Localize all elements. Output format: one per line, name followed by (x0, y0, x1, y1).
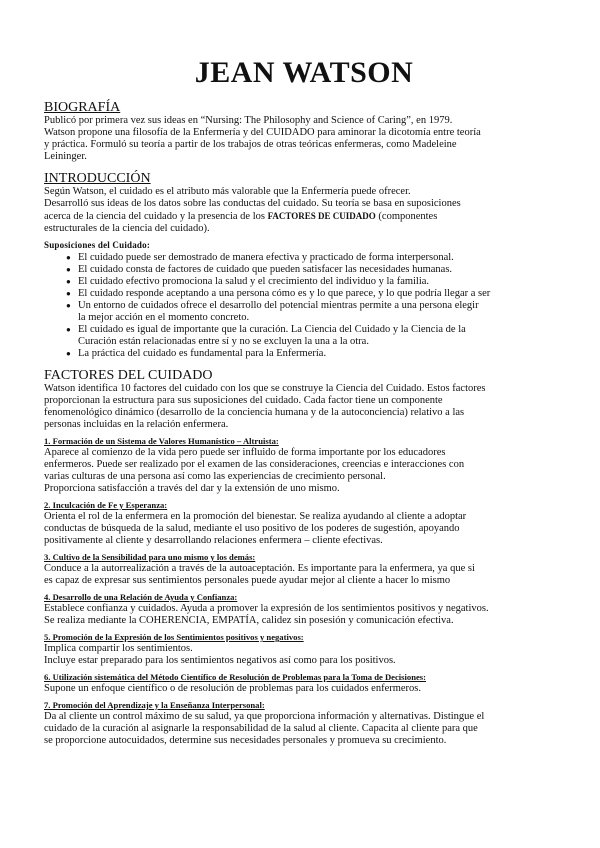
text-line: Watson propone una filosofía de la Enfermería y del CUIDADO para aminorar la dicotomía entre teoría (44, 127, 481, 138)
factor-heading: 2. Inculcación de Fe y Esperanza: (44, 500, 168, 510)
text-line: fenomenológico dinámico (desarrollo de la conciencia humana y de la autoconciencia) relativo a las (44, 407, 465, 418)
text-line: Proporciona satisfacción a través del dar y la extensión de uno mismo. (44, 483, 340, 494)
section-heading-biografia: BIOGRAFÍA (44, 100, 121, 115)
text-line: cuidado de la curación al asignarle la responsabilidad de la salud al cliente. Capacita al cliente para que (44, 723, 478, 734)
list-item: ● El cuidado puede ser demostrado de manera efectiva y practicado de forma interpersonal. (66, 252, 564, 264)
factores-list (44, 436, 564, 747)
section-heading-factores: FACTORES DEL CUIDADO (44, 368, 213, 383)
text-line: Watson identifica 10 factores del cuidado con los que se construye la Ciencia del Cuidado. Estos factores (44, 383, 486, 394)
text-line: Desarrolló sus ideas de los datos sobre las conductas del cuidado. Su teoría se basa en suposiciones (44, 198, 461, 209)
factor-item (44, 632, 564, 667)
factor-item (44, 672, 564, 695)
list-item: ● La práctica del cuidado es fundamental para la Enfermería. (66, 348, 564, 360)
factor-heading: 3. Cultivo de la Sensibilidad para uno mismo y los demás: (44, 552, 256, 562)
list-item: ● El cuidado es igual de importante que la curación. La Ciencia del Cuidado y la Ciencia de la (66, 324, 564, 336)
text-line: Conduce a la autorrealización a través de la autoaceptación. Es importante para la enfermera, ya que si (44, 563, 475, 574)
text-line: es capaz de expresar sus sentimientos personales puede ayudar mejor al cliente a hacer lo mismo (44, 575, 451, 586)
list-item-continuation: la mejor acción en el momento concreto. (78, 312, 250, 323)
subheading-suposiciones: Suposiciones del Cuidado: (44, 240, 151, 250)
factor-heading: 5. Promoción de la Expresión de los Sentimientos positivos y negativos: (44, 632, 304, 642)
introduccion-paragraph (44, 186, 564, 235)
text-line: se proporcione autocuidados, determine sus necesidades personales y promueva su crecimiento. (44, 735, 447, 746)
text-line: positivamente al cliente y desarrollando relaciones enfermera – cliente efectivas. (44, 535, 383, 546)
list-item-continuation: Curación están relacionadas entre sí y no se excluyen la una a la otra. (78, 336, 369, 347)
factor-item (44, 500, 564, 547)
text-line: y práctica. Formuló su teoría a partir de los trabajos de otras teóricas enfermeras, como Madeleine (44, 139, 457, 150)
factor-heading: 6. Utilización sistemática del Método Científico de Resolución de Problemas para la Toma de Decisiones: (44, 672, 426, 682)
bold-term: FACTORES DE CUIDADO (267, 211, 376, 221)
text-run: acerca de la ciencia del cuidado y la presencia de los (44, 211, 268, 222)
text-line: varias culturas de una persona así como las experiencias de crecimiento personal. (44, 471, 386, 482)
text-line: personas incluidas en la relación enfermera. (44, 419, 229, 430)
document-page (44, 56, 564, 747)
text-run: (componentes (375, 211, 438, 222)
list-item: ● Un entorno de cuidados ofrece el desarrollo del potencial mientras permite a una persona elegir (66, 300, 564, 312)
factor-heading: 1. Formación de un Sistema de Valores Humanístico – Altruista: (44, 436, 279, 446)
factor-item (44, 700, 564, 747)
list-item: ● El cuidado efectivo promociona la salud y el crecimiento del individuo y la familia. (66, 276, 564, 288)
text-line: proporcionan la estructura para sus suposiciones del cuidado. Cada factor tiene un componente (44, 395, 443, 406)
text-line: Incluye estar preparado para los sentimientos negativos así como para los positivos. (44, 655, 396, 666)
text-line (44, 210, 564, 223)
text-line: Establece confianza y cuidados. Ayuda a promover la expresión de los sentimientos positivos y negativos. (44, 603, 489, 614)
page-title: JEAN WATSON (194, 56, 414, 89)
text-line: Supone un enfoque científico o de resolución de problemas para los cuidados enfermeros. (44, 683, 422, 694)
factores-intro (44, 383, 564, 431)
list-item: ● El cuidado consta de factores de cuidado que pueden satisfacer las necesidades humanas. (66, 264, 564, 276)
text-line: conductas de búsqueda de la salud, mediante el uso positivo de los poderes de sugestión, apoyando (44, 523, 460, 534)
text-line: Da al cliente un control máximo de su salud, ya que proporciona información y alternativas. Distingue el (44, 711, 485, 722)
text-line: Orienta el rol de la enfermera en la promoción del bienestar. Se realiza ayudando al cliente a adoptar (44, 511, 467, 522)
factor-item (44, 552, 564, 587)
factor-item (44, 436, 564, 495)
text-line: Se realiza mediante la COHERENCIA, EMPATÍA, calidez sin posesión y comunicación efectiva. (44, 615, 454, 626)
text-line: estructurales de la ciencia del cuidado). (44, 223, 210, 234)
text-line: Implica compartir los sentimientos. (44, 643, 193, 654)
text-line: Publicó por primera vez sus ideas en “Nursing: The Philosophy and Science of Caring”, en 1979. (44, 115, 453, 126)
factor-heading: 7. Promoción del Aprendizaje y la Enseñanza Interpersonal: (44, 700, 265, 710)
biografia-paragraph (44, 115, 564, 163)
text-line: enfermeros. Puede ser realizado por el examen de las consideraciones, creencias e interacciones con (44, 459, 465, 470)
text-line: Leininger. (44, 151, 87, 162)
factor-heading: 4. Desarrollo de una Relación de Ayuda y Confianza: (44, 592, 238, 602)
factor-item (44, 592, 564, 627)
list-item: ● El cuidado responde aceptando a una persona cómo es y lo que parece, y lo que podría llegar a ser (66, 288, 564, 300)
section-heading-introduccion: INTRODUCCIÓN (44, 171, 151, 186)
text-line: Aparece al comienzo de la vida pero puede ser influido de forma importante por los educadores (44, 447, 446, 458)
text-line: Según Watson, el cuidado es el atributo más valorable que la Enfermería puede ofrecer. (44, 186, 411, 197)
suposiciones-list (44, 252, 564, 360)
